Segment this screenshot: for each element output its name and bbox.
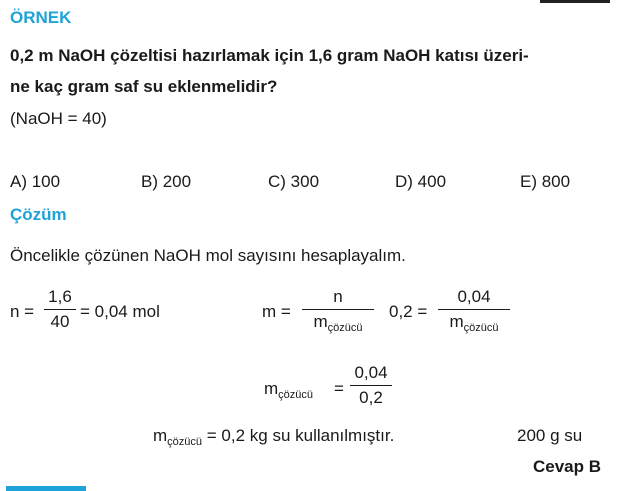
bottom-left-decoration bbox=[6, 486, 86, 491]
eq2-numerator: n bbox=[333, 287, 343, 306]
question-line-2: ne kaç gram saf su eklenmelidir? bbox=[10, 77, 278, 96]
choice-e[interactable]: E) 800 bbox=[520, 172, 571, 191]
eq1-fraction-bar bbox=[44, 309, 76, 310]
eq4-fraction-bar bbox=[350, 385, 392, 386]
question-line-1: 0,2 m NaOH çözeltisi hazırlamak için 1,6 gram NaOH katısı üzeri- bbox=[10, 46, 529, 65]
top-right-decoration bbox=[540, 0, 610, 3]
eq1-rhs: = 0,04 mol bbox=[80, 302, 160, 321]
choice-b[interactable]: B) 200 bbox=[141, 172, 192, 191]
answer-label: Cevap B bbox=[533, 457, 602, 476]
eq2-fraction bbox=[302, 286, 374, 339]
eq3-numerator: 0,04 bbox=[457, 287, 491, 306]
solution-heading: Çözüm bbox=[10, 205, 67, 224]
result-text: 200 g su bbox=[517, 426, 583, 445]
example-heading: ÖRNEK bbox=[10, 8, 72, 27]
eq4-numerator: 0,04 bbox=[354, 363, 388, 382]
choice-a[interactable]: A) 100 bbox=[10, 172, 61, 191]
eq3-denominator: $m_{çözücü}$ bbox=[449, 312, 499, 334]
eq3-lhs: 0,2 = bbox=[389, 302, 428, 321]
eq5-line: $m_{çözücü} = 0,2$ kg su kullanılmıştır. bbox=[153, 426, 395, 448]
eq1-fraction bbox=[44, 286, 76, 333]
eq2-lhs: m = bbox=[262, 302, 291, 321]
choice-d[interactable]: D) 400 bbox=[395, 172, 447, 191]
eq2-fraction-bar bbox=[302, 309, 374, 310]
given-molar-mass: (NaOH = 40) bbox=[10, 109, 107, 128]
solution-intro: Öncelikle çözünen NaOH mol sayısını hesaplayalım. bbox=[10, 246, 406, 265]
eq1-lhs: n = bbox=[10, 302, 35, 321]
eq4-fraction bbox=[350, 362, 392, 409]
eq1-denominator: 40 bbox=[50, 312, 70, 331]
eq4-lhs: $m_{çözücü}$ bbox=[264, 379, 314, 401]
choice-c[interactable]: C) 300 bbox=[268, 172, 320, 191]
eq3-fraction bbox=[438, 286, 510, 339]
eq2-denominator: $m_{çözücü}$ bbox=[313, 312, 363, 334]
eq4-denominator: 0,2 bbox=[359, 388, 383, 407]
eq1-numerator: 1,6 bbox=[48, 287, 72, 306]
eq4-equals: = bbox=[334, 379, 344, 398]
eq3-fraction-bar bbox=[438, 309, 510, 310]
